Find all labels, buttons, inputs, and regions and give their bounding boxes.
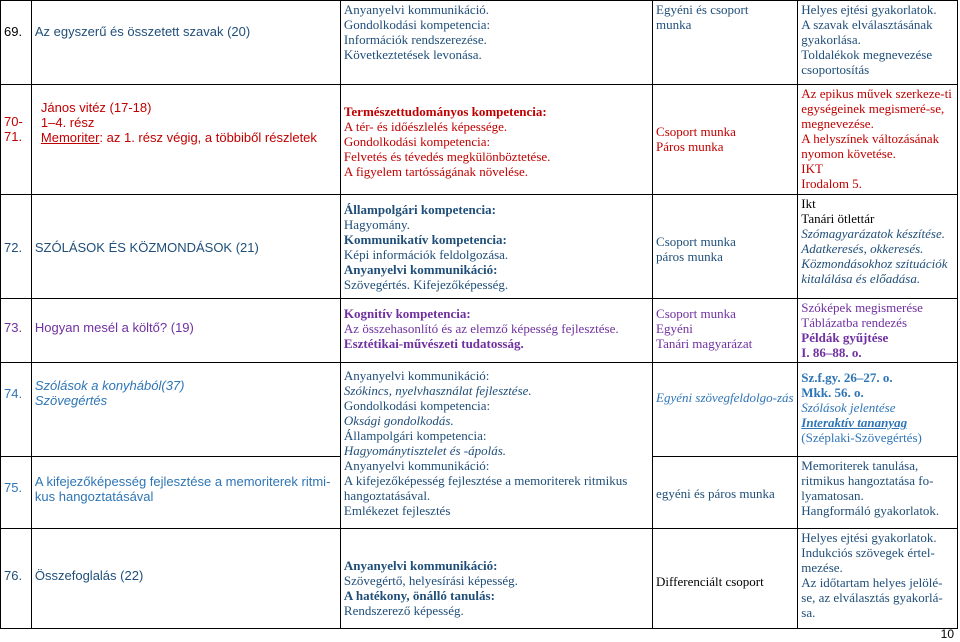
lesson-number: 74. xyxy=(1,363,32,457)
lesson-number: 76. xyxy=(1,529,32,629)
tools-cell: Szóképek megismerése Táblázatba rendezés Példák gyűjtése I. 86–88. o. xyxy=(798,299,958,363)
lesson-topic: Az egyszerű és összetett szavak (20) xyxy=(31,1,340,85)
table-row xyxy=(1,195,958,299)
page-number: 10 xyxy=(940,627,954,641)
lesson-number: 72. xyxy=(1,195,32,299)
lesson-number: 73. xyxy=(1,299,32,363)
tools-cell: Ikt Tanári ötlettár Szómagyarázatok készítése. Adatkeresés, okkeresés. Közmondásokhoz szituációk kitalálása és előadása. xyxy=(798,195,958,299)
lesson-topic: Szólások a konyhából(37) Szövegértés xyxy=(31,363,340,457)
lesson-topic: A kifejezőképesség fejlesztése a memoriterek ritmi- kus hangoztatásával xyxy=(31,457,340,529)
lesson-topic: Hogyan mesél a költő? (19) xyxy=(31,299,340,363)
tools-cell: Az epikus művek szerkeze-ti egységeinek megismeré-se, megnevezése. A helyszínek változásának nyomon követése. IKT Irodalom 5. xyxy=(798,85,958,195)
lesson-number: 69. xyxy=(1,1,32,85)
competencies-cell: Természettudományos kompetencia: A tér- és időészlelés képessége. Gondolkodási kompetencia: Felvetés és tévedés megkülönböztetése. A figyelem tartósságának növelése. xyxy=(340,85,652,195)
table-row xyxy=(1,85,958,195)
competencies-cell: Állampolgári kompetencia: Hagyomány. Kommunikatív kompetencia: Képi információk feldolgozása. Anyanyelvi kommunikáció: Szövegértés. Kifejezőképesség. xyxy=(340,195,652,299)
competencies-cell: Anyanyelvi kommunikáció: Szövegértő, helyesírási képesség. A hatékony, önálló tanulás: Rendszerező képesség. xyxy=(340,529,652,629)
lesson-topic: Összefoglalás (22) xyxy=(31,529,340,629)
tools-cell: Memoriterek tanulása, ritmikus hangoztatása fo-lyamatosan. Hangformáló gyakorlatok. xyxy=(798,457,958,529)
lesson-topic: János vitéz (17-18) 1–4. rész Memoriter: az 1. rész végig, a többiből részletek xyxy=(31,85,340,195)
competencies-cell: Anyanyelvi kommunikáció: Szókincs, nyelvhasználat fejlesztése. Gondolkodási kompetencia: Oksági gondolkodás. Állampolgári kompetencia: Hagyománytisztelet és -ápolás. Anyanyelvi kommunikáció: A kifejezőképesség fejlesztése a memoriterek ritmikus hangoztatásával. Emlékezet fejlesztés xyxy=(340,363,652,529)
tools-cell: Sz.f.gy. 26–27. o. Mkk. 56. o. Szólások jelentése Interaktív tananyag (Széplaki-Szövegértés) xyxy=(798,363,958,457)
table-row xyxy=(1,529,958,629)
table-row xyxy=(1,299,958,363)
method-cell: Csoport munka Páros munka xyxy=(653,85,798,195)
tools-cell: Helyes ejtési gyakorlatok. Indukciós szövegek értel-mezése. Az időtartam helyes jelölé-se, az elválasztás gyakorlá-sa. xyxy=(798,529,958,629)
method-cell: egyéni és páros munka xyxy=(653,457,798,529)
table-row xyxy=(1,363,958,457)
lesson-number: 75. xyxy=(1,457,32,529)
competencies-cell: Anyanyelvi kommunikáció. Gondolkodási kompetencia: Információk rendszerezése. Következtetések levonása. xyxy=(340,1,652,85)
method-cell: Egyéni és csoport munka xyxy=(653,1,798,85)
lesson-topic: SZÓLÁSOK ÉS KÖZMONDÁSOK (21) xyxy=(31,195,340,299)
lesson-number: 70-71. xyxy=(1,85,32,195)
competencies-cell: Kognitív kompetencia: Az összehasonlító és az elemző képesség fejlesztése. Esztétikai-művészeti tudatosság. xyxy=(340,299,652,363)
method-cell: Egyéni szövegfeldolgo-zás xyxy=(653,363,798,457)
method-cell: Csoport munka Egyéni Tanári magyarázat xyxy=(653,299,798,363)
method-cell: Csoport munka páros munka xyxy=(653,195,798,299)
method-cell: Differenciált csoport xyxy=(653,529,798,629)
tools-cell: Helyes ejtési gyakorlatok. A szavak elválasztásának gyakorlása. Toldalékok megnevezése csoportosítás xyxy=(798,1,958,85)
table-row xyxy=(1,1,958,85)
